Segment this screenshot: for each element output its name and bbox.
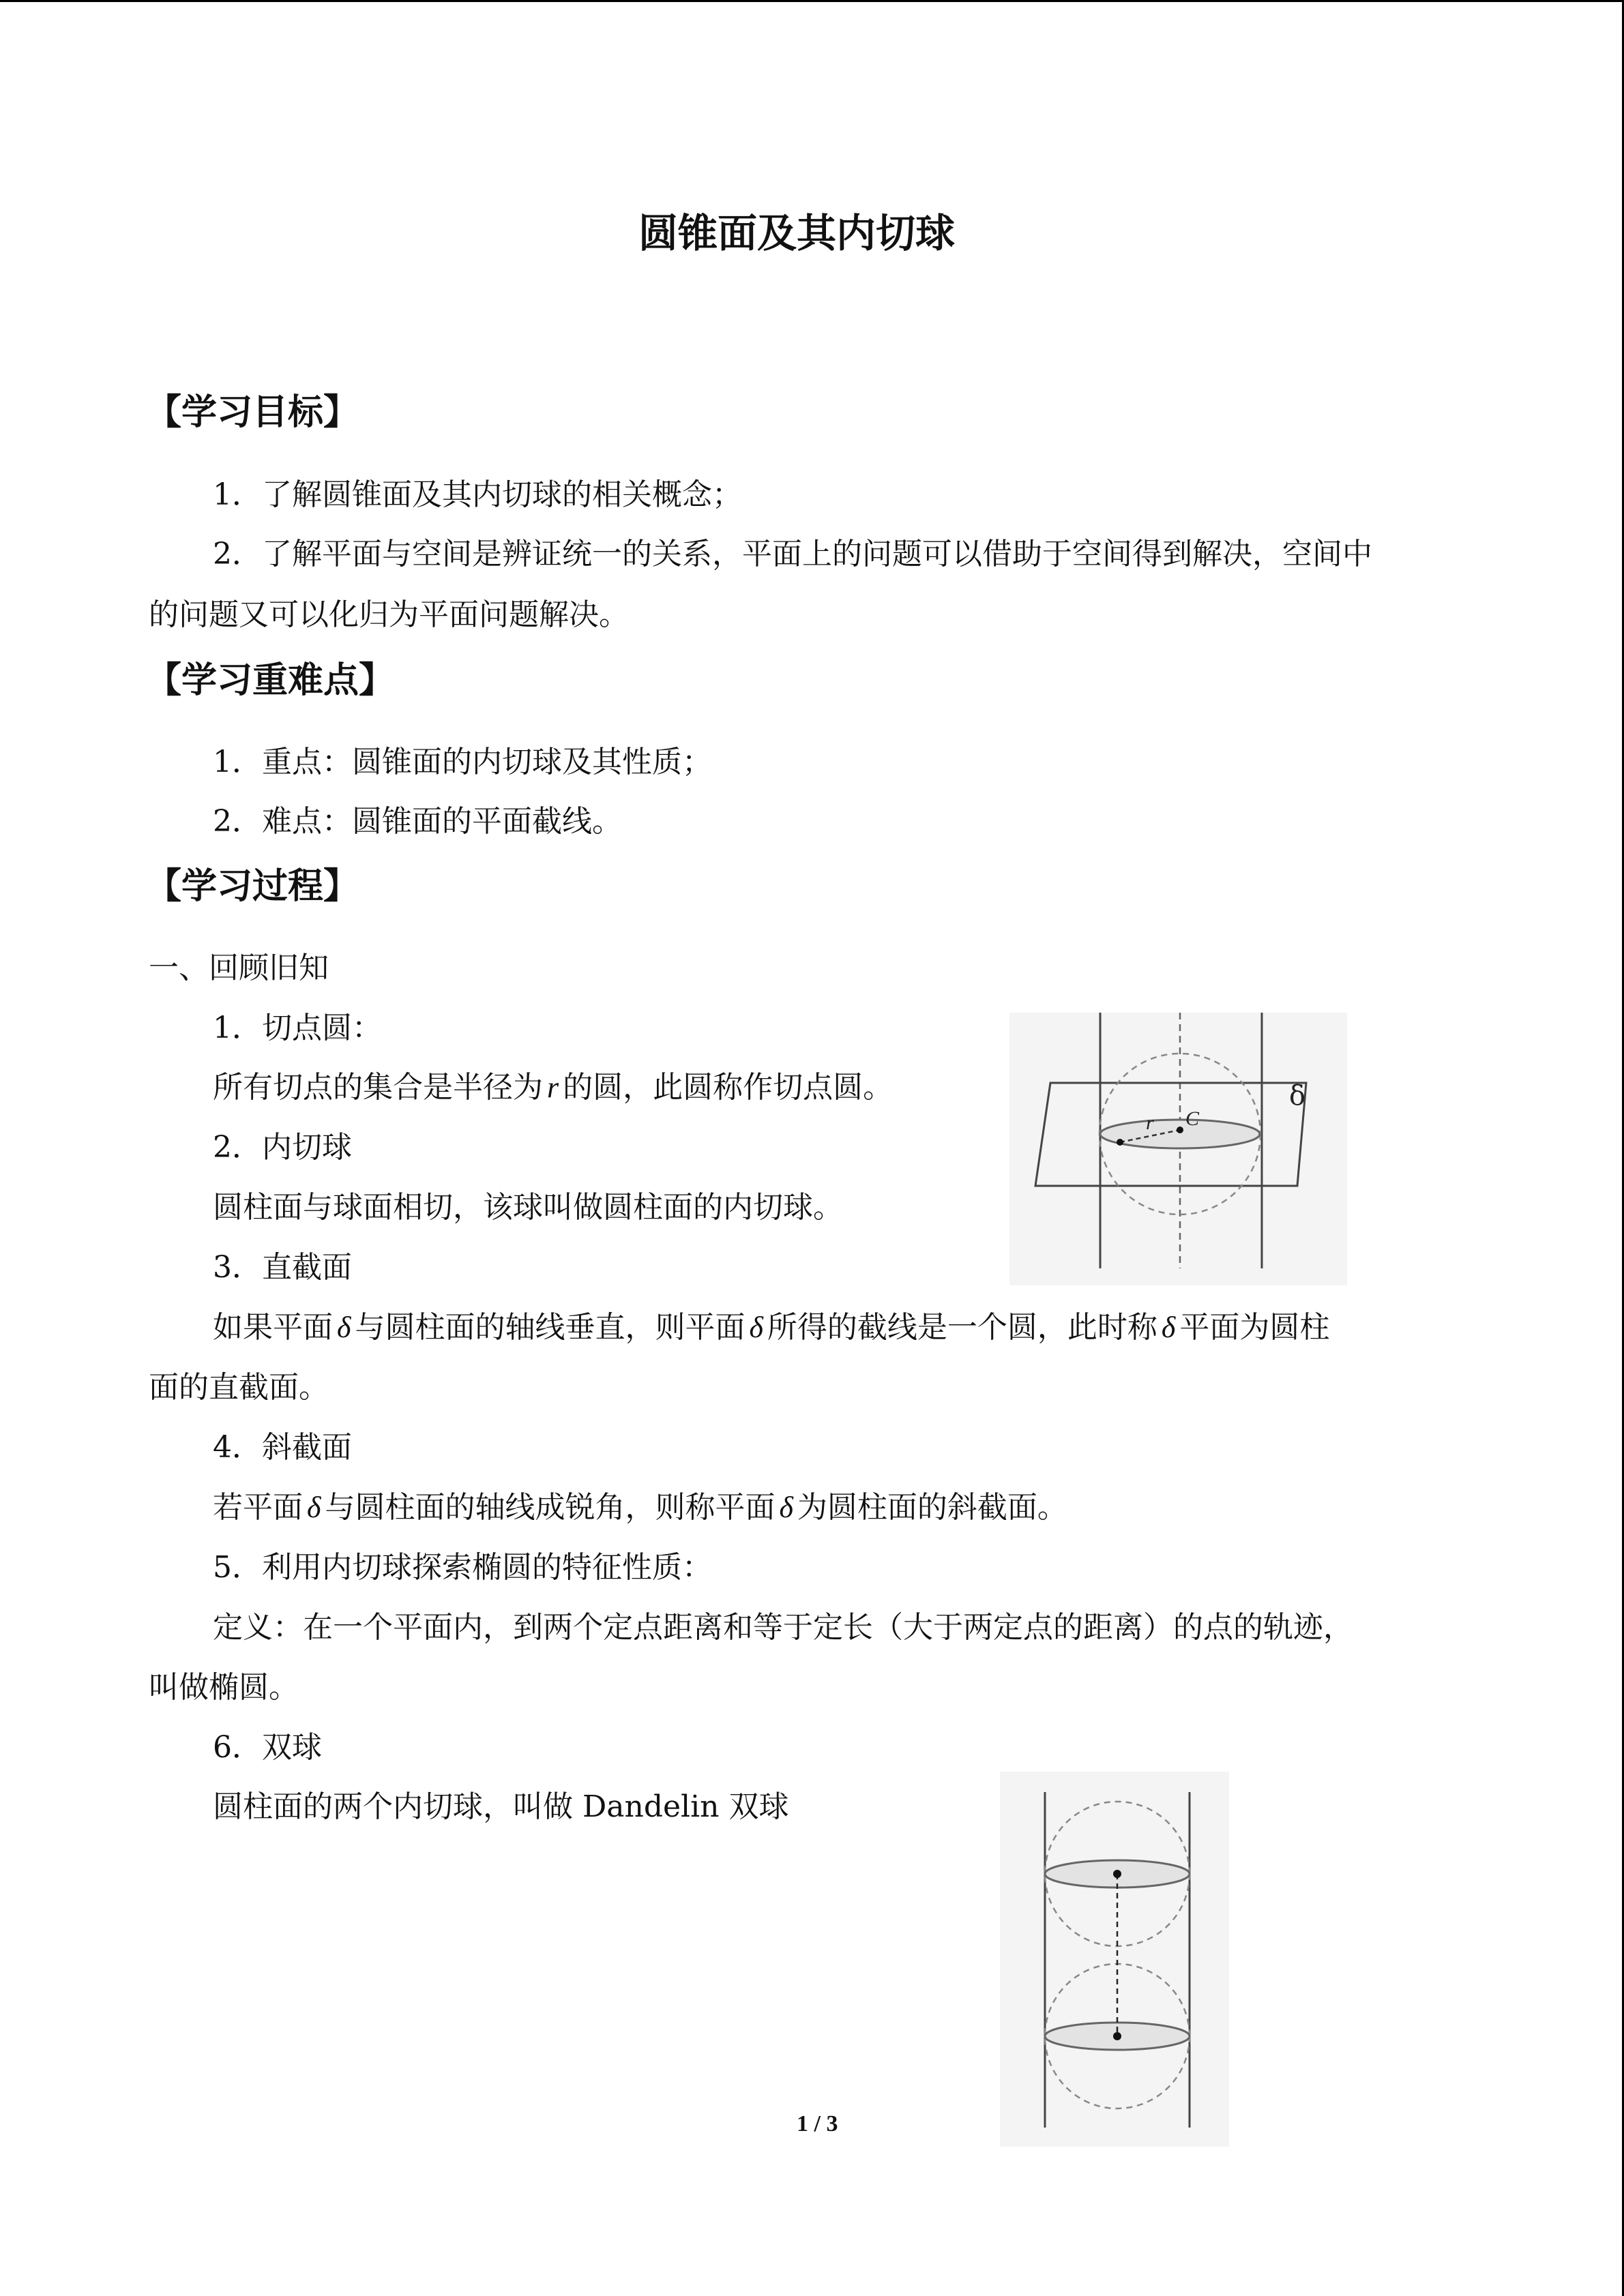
section-heading-key-points: 【学习重难点】 [146, 660, 395, 701]
goal-item-2-cont: 的问题又可以化归为平面问题解决。 [149, 597, 629, 632]
tangent-circle [1100, 1120, 1260, 1148]
goal-item-1: 1．了解圆锥面及其内切球的相关概念； [213, 477, 742, 512]
var-r: r [547, 1071, 559, 1104]
section-heading-process: 【学习过程】 [146, 866, 359, 907]
item-1-title: 1．切点圆： [213, 1011, 382, 1045]
item-1-body [213, 1067, 893, 1108]
key-point-1: 1．重点：圆锥面的内切球及其性质； [213, 745, 712, 779]
figure-cylinder-plane [1009, 1013, 1347, 1285]
item-4-title: 4．斜截面 [213, 1430, 352, 1465]
item-1-body-b: 的圆，此圆称作切点圆。 [563, 1070, 894, 1105]
page-border-top [0, 0, 1624, 2]
item-5-line-1: 定义：在一个平面内，到两个定点距离和等于定长（大于两定点的距离）的点的轨迹， [213, 1610, 1353, 1645]
item-4-body [213, 1487, 1067, 1528]
item-4-c: 为圆柱面的斜截面。 [797, 1490, 1067, 1525]
item-3-line-2: 面的直截面。 [149, 1370, 329, 1405]
item-3-c: 所得的截线是一个圆，此时称 [767, 1310, 1157, 1345]
item-3-b: 与圆柱面的轴线垂直，则平面 [355, 1310, 745, 1345]
delta-symbol: δ [337, 1311, 351, 1344]
item-3-a: 如果平面 [213, 1310, 333, 1345]
page-title: 圆锥面及其内切球 [638, 210, 956, 256]
upper-center-point [1113, 1870, 1121, 1878]
label-r: r [1146, 1112, 1154, 1134]
center-point [1177, 1127, 1183, 1133]
delta-symbol: δ [1161, 1311, 1176, 1344]
delta-symbol: δ [307, 1491, 321, 1524]
item-4-b: 与圆柱面的轴线成锐角，则称平面 [325, 1490, 776, 1525]
key-point-2: 2．难点：圆锥面的平面截线。 [213, 804, 622, 839]
delta-symbol: δ [749, 1311, 763, 1344]
item-1-body-a: 所有切点的集合是半径为 [213, 1070, 543, 1105]
item-2-title: 2．内切球 [213, 1130, 352, 1165]
item-4-a: 若平面 [213, 1490, 303, 1525]
item-5-title: 5．利用内切球探索椭圆的特征性质： [213, 1550, 712, 1585]
goal-item-2: 2．了解平面与空间是辨证统一的关系，平面上的问题可以借助于空间得到解决，空间中 [213, 537, 1372, 571]
figure-background [1000, 1772, 1229, 2147]
item-6-title: 6．双球 [213, 1730, 322, 1765]
page-number: 1 / 3 [797, 2111, 838, 2136]
label-c: C [1185, 1107, 1200, 1130]
figure-dandelin-spheres [1000, 1772, 1229, 2147]
tangent-point [1117, 1139, 1123, 1146]
item-2-body: 圆柱面与球面相切，该球叫做圆柱面的内切球。 [213, 1190, 843, 1225]
delta-symbol: δ [779, 1491, 793, 1524]
item-3-d: 平面为圆柱 [1179, 1310, 1330, 1345]
label-delta: δ [1289, 1080, 1306, 1112]
lower-center-point [1113, 2032, 1121, 2040]
item-6-body: 圆柱面的两个内切球，叫做 Dandelin 双球 [213, 1789, 789, 1824]
item-3-line-1 [213, 1307, 1329, 1348]
part-title: 一、回顾旧知 [149, 951, 329, 985]
item-5-line-2: 叫做椭圆。 [149, 1670, 299, 1705]
section-heading-goals: 【学习目标】 [146, 392, 359, 433]
item-3-title: 3．直截面 [213, 1250, 352, 1285]
